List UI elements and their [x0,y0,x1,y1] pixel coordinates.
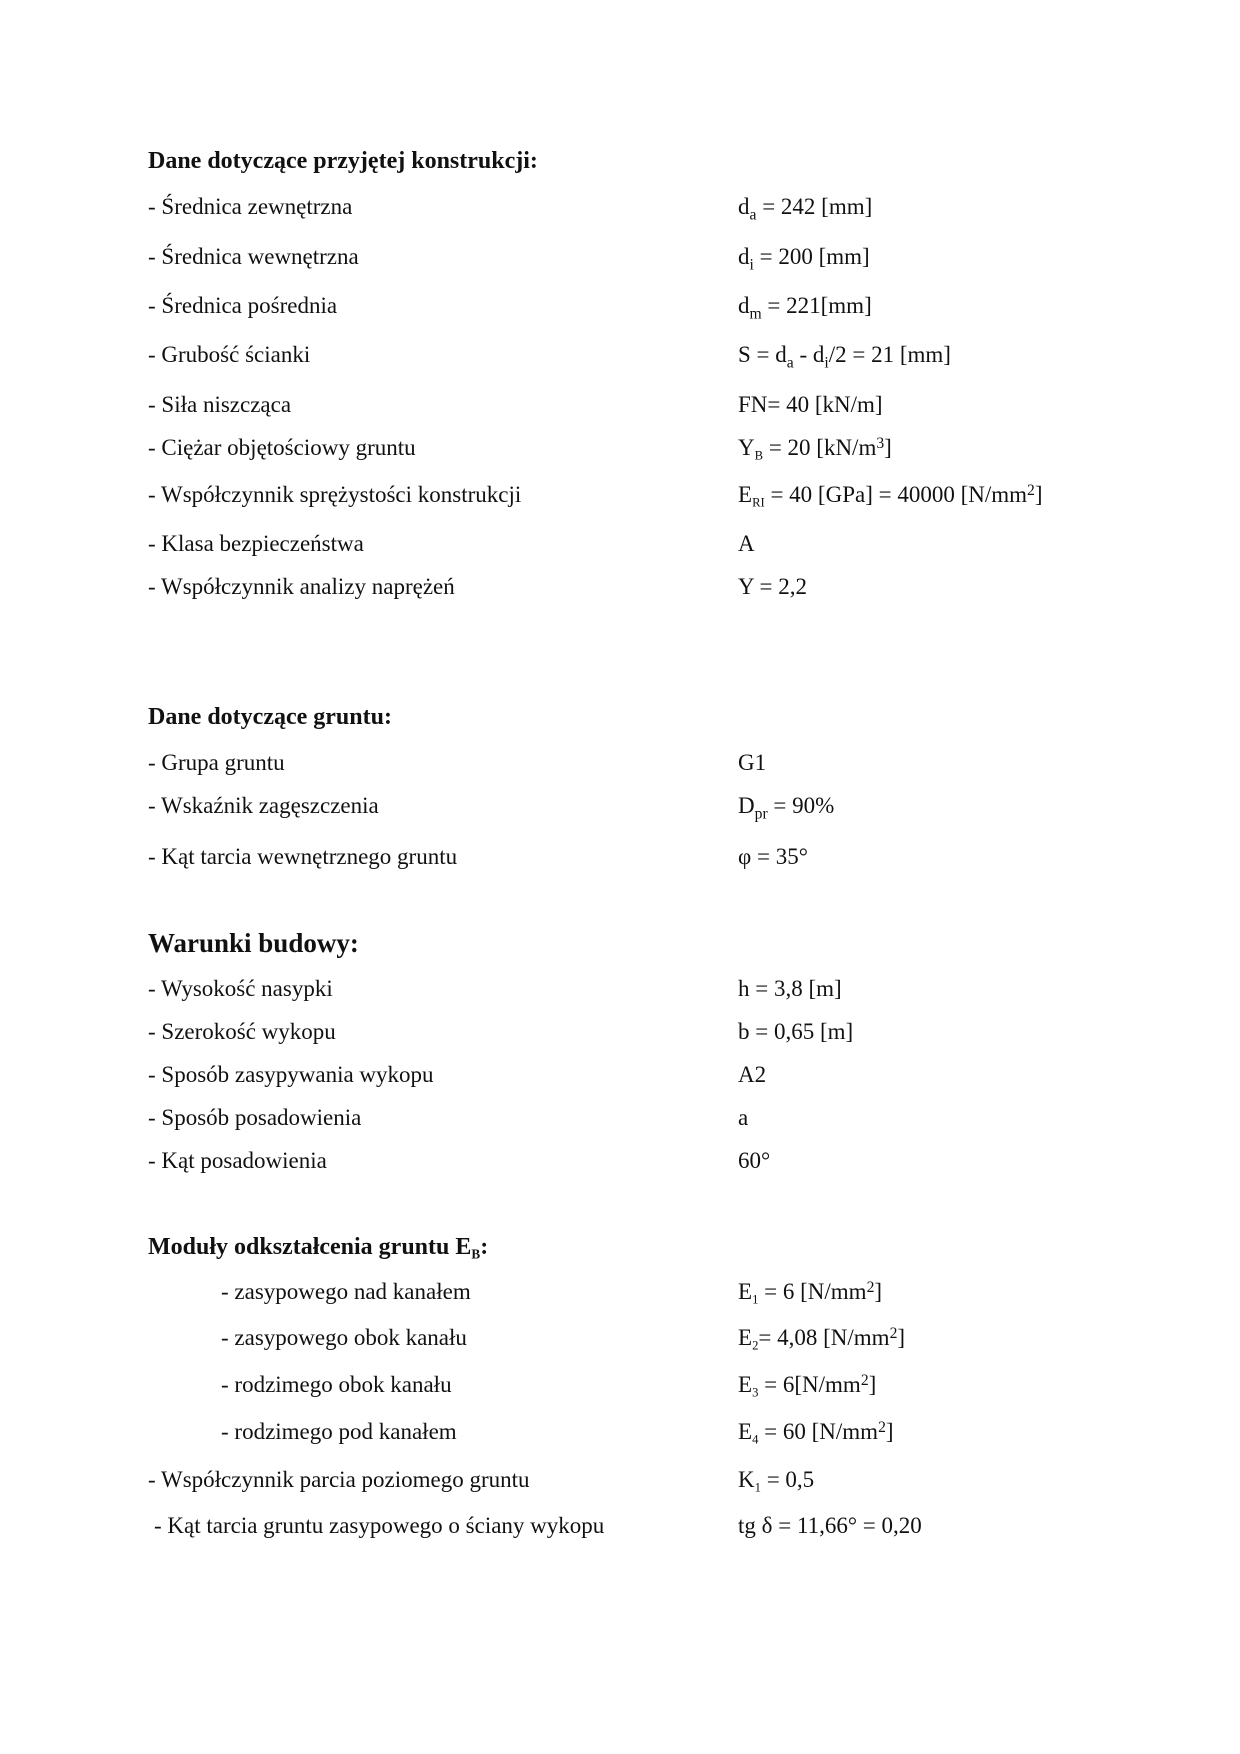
param-label: - zasypowego nad kanałem [221,1279,471,1304]
param-label: - Kąt tarcia gruntu zasypowego o ściany wykopu [154,1513,605,1538]
param-label: - Średnica pośrednia [148,293,338,318]
param-label: - Grubość ścianki [148,342,311,367]
param-label: - Ciężar objętościowy gruntu [148,435,416,460]
param-row [0,435,1240,475]
param-label: - Współczynnik analizy naprężeń [148,574,455,599]
param-row [0,1148,1240,1188]
section-title-soil: Dane dotyczące gruntu: [148,704,392,730]
param-label: - Średnica zewnętrzna [148,194,353,219]
param-row [0,1467,1240,1507]
param-value: φ = 35° [738,844,808,869]
param-row [0,976,1240,1016]
param-value: $d_a = 242$ [mm] [738,194,873,224]
param-value: tg δ = 11,66° = 0,20 [738,1513,922,1538]
param-row [0,392,1240,432]
param-row [0,1279,1240,1319]
param-value: A [738,531,755,556]
param-value: h = 3,8 [m] [738,976,842,1001]
param-value: $d_m = 221[mm]$ [738,293,872,323]
param-value: $S = d_a - d_i/2 = 21$ [mm] [738,342,951,372]
param-label: - Grupa gruntu [148,750,285,775]
param-value: $Y_B = 20$ $[kN/m^3]$ [738,434,892,463]
param-row [0,1325,1240,1365]
param-label: - Współczynnik sprężystości konstrukcji [148,482,522,507]
param-row [0,1105,1240,1145]
param-label: - Sposób zasypywania wykopu [148,1062,434,1087]
param-label: - Sposób posadowienia [148,1105,362,1130]
section-title-construction: Dane dotyczące przyjętej konstrukcji: [148,148,538,174]
param-value: $E_2= 4,08$ $[N/mm^2]$ [738,1324,906,1353]
param-value: FN= 40 [kN/m] [738,392,883,417]
param-value: $d_i = 200$ [mm] [738,244,870,274]
param-row [0,574,1240,614]
param-label: - Wskaźnik zagęszczenia [148,793,379,818]
param-row [0,293,1240,333]
param-label: - Klasa bezpieczeństwa [148,531,364,556]
param-label: - Kąt posadowienia [148,1148,327,1173]
param-label: - rodzimego obok kanału [221,1372,452,1397]
param-label: - rodzimego pod kanałem [221,1419,457,1444]
param-value: A2 [738,1062,767,1087]
param-label: - Średnica wewnętrzna [148,244,359,269]
param-label: - Szerokość wykopu [148,1019,336,1044]
param-value: Y = 2,2 [738,574,807,599]
param-row [0,531,1240,571]
param-row [0,244,1240,284]
param-row [0,342,1240,382]
param-row [0,1372,1240,1412]
section-title-modules: Moduły odkształcenia gruntu $E_B$: [148,1234,489,1262]
param-value: a [738,1105,749,1130]
param-label: - Kąt tarcia wewnętrznego gruntu [148,844,458,869]
param-row [0,194,1240,234]
param-row [0,1513,1240,1553]
param-row [0,482,1240,522]
param-value: $K_1 = 0,5$ [738,1467,815,1495]
param-row [0,1019,1240,1059]
param-value: $E_4 = 60$ $[N/mm^2]$ [738,1418,894,1447]
param-value: b = 0,65 [m] [738,1019,854,1044]
param-row [0,750,1240,790]
param-value: $E_3 = 6[N/mm^2]$ [738,1371,877,1400]
param-label: - Wysokość nasypki [148,976,333,1001]
param-row [0,1419,1240,1459]
param-value: $D_{pr} = 90\%$ [738,793,835,823]
param-row [0,1062,1240,1102]
param-value: $E_1 = 6$ $[N/mm^2]$ [738,1278,883,1307]
param-label: - zasypowego obok kanału [221,1325,467,1350]
param-value: $E_{RI} = 40$ [GPa] = 40000 $[N/mm^2]$ [738,481,1043,510]
param-value: 60° [738,1148,771,1173]
param-value: G1 [738,750,767,775]
param-label: - Współczynnik parcia poziomego gruntu [148,1467,530,1492]
param-label: - Siła niszcząca [148,392,292,417]
param-row [0,793,1240,833]
section-title-build: Warunki budowy: [148,928,359,958]
param-row [0,844,1240,884]
